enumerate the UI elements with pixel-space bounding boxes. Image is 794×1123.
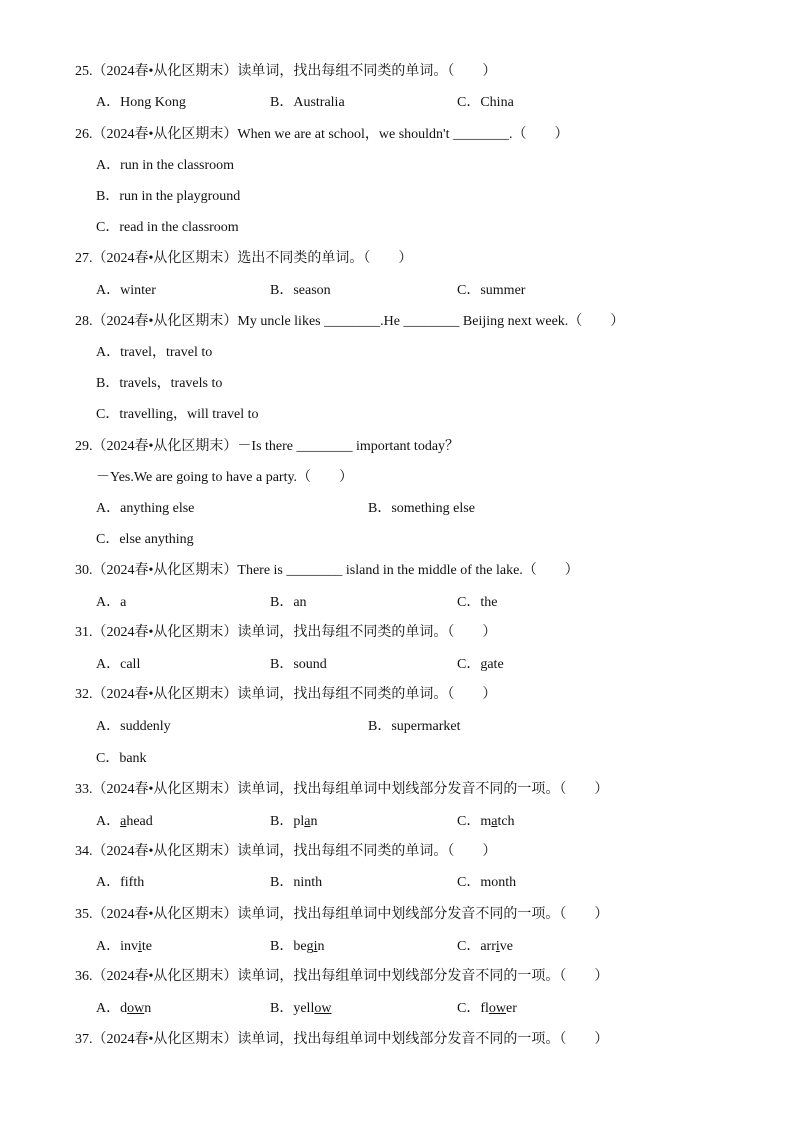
question-number: 37. [75,1032,93,1047]
option-c: C．summer [457,283,526,298]
question-25 [75,62,496,82]
question-number: 31. [75,625,93,640]
option-a: A．anything else [96,501,195,516]
question-29-continuation: －Yes.We are going to have a party.（ ） [96,470,354,485]
option-a: A．fifth [96,875,145,890]
option-c: C．month [457,875,517,890]
option-a: A．travel，travel to [96,345,213,360]
question-number: 35. [75,907,93,922]
question-30 [75,561,579,581]
option-a: A．run in the classroom [96,158,235,173]
question-31 [75,623,496,643]
option-a: A．winter [96,283,156,298]
question-stem: （2024春•从化区期末）When we are at school，we shouldn't ________.（ ） [92,127,569,142]
option-a: A．suddenly [96,719,171,734]
option-c: C．travelling，will travel to [96,407,259,422]
question-stem: （2024春•从化区期末）－Is there ________ important today？ [92,439,460,454]
question-stem: （2024春•从化区期末）My uncle likes ________.He ________ Beijing next week.（ ） [92,314,625,329]
option-a: A．down [96,1001,152,1016]
question-27 [75,249,412,269]
option-b: B．plan [270,814,318,829]
option-c: C．bank [96,751,147,766]
question-stem: （2024春•从化区期末）读单词，找出每组不同类的单词。（ ） [92,625,497,640]
option-b: B．supermarket [368,719,461,734]
question-35 [75,905,608,925]
question-36 [75,967,608,987]
question-stem: （2024春•从化区期末）读单词，找出每组单词中划线部分发音不同的一项。（ ） [92,969,609,984]
option-a: A．invite [96,939,153,954]
question-number: 32. [75,687,93,702]
option-b: B．something else [368,501,475,516]
option-c: C．match [457,814,515,829]
question-number: 26. [75,127,93,142]
option-c: C．the [457,595,498,610]
option-b: B．Australia [270,95,345,110]
question-stem: （2024春•从化区期末）读单词，找出每组单词中划线部分发音不同的一项。（ ） [92,782,609,797]
question-number: 25. [75,64,93,79]
question-number: 30. [75,563,93,578]
option-c: C．read in the classroom [96,220,239,235]
option-b: B．yellow [270,1001,332,1016]
question-37 [75,1030,608,1050]
question-stem: （2024春•从化区期末）读单词，找出每组单词中划线部分发音不同的一项。（ ） [92,1032,609,1047]
option-a: A．a [96,595,127,610]
question-29 [75,437,459,457]
question-28 [75,312,624,332]
question-number: 27. [75,251,93,266]
option-a: A．Hong Kong [96,95,186,110]
question-stem: （2024春•从化区期末）读单词，找出每组不同类的单词。（ ） [92,687,497,702]
question-26 [75,125,568,145]
option-a: A．ahead [96,814,153,829]
option-c: C．arrive [457,939,513,954]
option-c: C．else anything [96,532,194,547]
option-b: B．season [270,283,331,298]
question-number: 28. [75,314,93,329]
option-b: B．run in the playground [96,189,241,204]
option-c: C．flower [457,1001,517,1016]
question-stem: （2024春•从化区期末）读单词，找出每组不同类的单词。（ ） [92,844,497,859]
question-stem: （2024春•从化区期末）There is ________ island in the middle of the lake.（ ） [92,563,579,578]
option-c: C．China [457,95,514,110]
question-stem: （2024春•从化区期末）选出不同类的单词。（ ） [92,251,413,266]
option-b: B．sound [270,657,327,672]
question-stem: （2024春•从化区期末）读单词，找出每组单词中划线部分发音不同的一项。（ ） [92,907,609,922]
option-b: B．ninth [270,875,323,890]
question-32 [75,685,496,705]
question-number: 33. [75,782,93,797]
question-34 [75,842,496,862]
question-number: 36. [75,969,93,984]
question-number: 34. [75,844,93,859]
question-stem: （2024春•从化区期末）读单词，找出每组不同类的单词。（ ） [92,64,497,79]
option-c: C．gate [457,657,504,672]
question-33 [75,780,608,800]
option-b: B．an [270,595,307,610]
question-number: 29. [75,439,93,454]
option-b: B．begin [270,939,325,954]
option-b: B．travels，travels to [96,376,223,391]
option-a: A．call [96,657,141,672]
